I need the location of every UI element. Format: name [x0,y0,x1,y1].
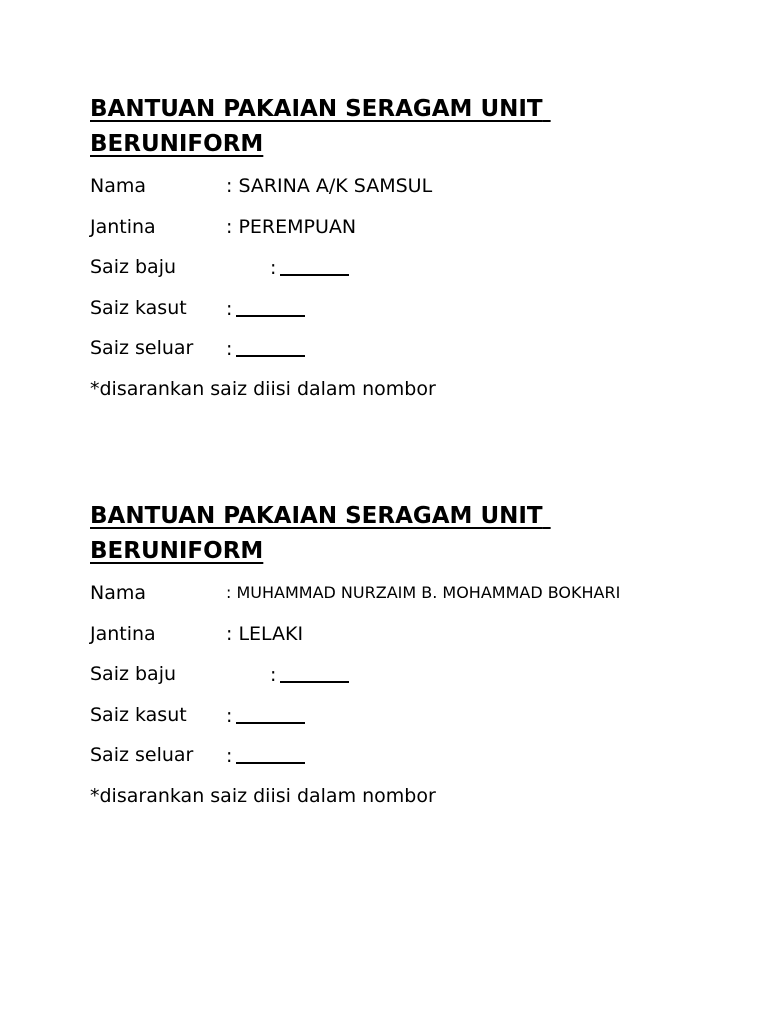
colon: : [226,297,233,320]
colon: : [270,257,277,279]
row-saiz-baju [90,662,730,703]
saiz-baju-blank[interactable] [280,662,349,683]
nama-label: Nama [90,582,147,604]
saiz-kasut-label: Saiz kasut [90,296,187,319]
saiz-kasut-blank[interactable] [236,296,305,317]
jantina-value: : PEREMPUAN [226,215,357,238]
saiz-baju-field [270,662,349,687]
row-nama [90,174,730,215]
form-title: BANTUAN PAKAIAN SERAGAM UNIT BERUNIFORM [90,96,551,157]
row-jantina [90,215,730,256]
saiz-seluar-field [226,743,305,768]
colon: : [226,745,233,767]
saiz-kasut-label: Saiz kasut [90,703,187,726]
saiz-kasut-blank[interactable] [236,703,305,724]
row-saiz-kasut [90,296,730,337]
row-saiz-seluar [90,743,730,784]
size-note: *disarankan saiz diisi dalam nombor [90,377,436,400]
row-saiz-seluar [90,336,730,377]
saiz-seluar-label: Saiz seluar [90,337,194,359]
saiz-baju-field [270,255,349,280]
nama-value: : SARINA A/K SAMSUL [226,175,433,197]
saiz-seluar-blank[interactable] [236,743,305,764]
saiz-seluar-label: Saiz seluar [90,744,194,766]
row-saiz-kasut [90,703,730,744]
form-title: BANTUAN PAKAIAN SERAGAM UNIT BERUNIFORM [90,503,551,564]
row-nama [90,581,730,622]
uniform-aid-form-1 [90,92,730,401]
size-note: *disarankan saiz diisi dalam nombor [90,784,436,807]
row-saiz-baju [90,255,730,296]
uniform-aid-form-2 [90,499,730,808]
saiz-baju-label: Saiz baju [90,256,177,278]
saiz-baju-label: Saiz baju [90,663,177,685]
saiz-kasut-field [226,296,305,321]
saiz-seluar-field [226,336,305,361]
jantina-label: Jantina [90,622,156,645]
saiz-baju-blank[interactable] [280,255,349,276]
saiz-seluar-blank[interactable] [236,336,305,357]
saiz-kasut-field [226,703,305,728]
colon: : [226,338,233,360]
nama-value: : MUHAMMAD NURZAIM B. MOHAMMAD BOKHARI [226,583,621,602]
row-jantina [90,622,730,663]
jantina-value: : LELAKI [226,622,304,645]
jantina-label: Jantina [90,215,156,238]
colon: : [226,704,233,727]
colon: : [270,664,277,686]
nama-label: Nama [90,175,147,197]
